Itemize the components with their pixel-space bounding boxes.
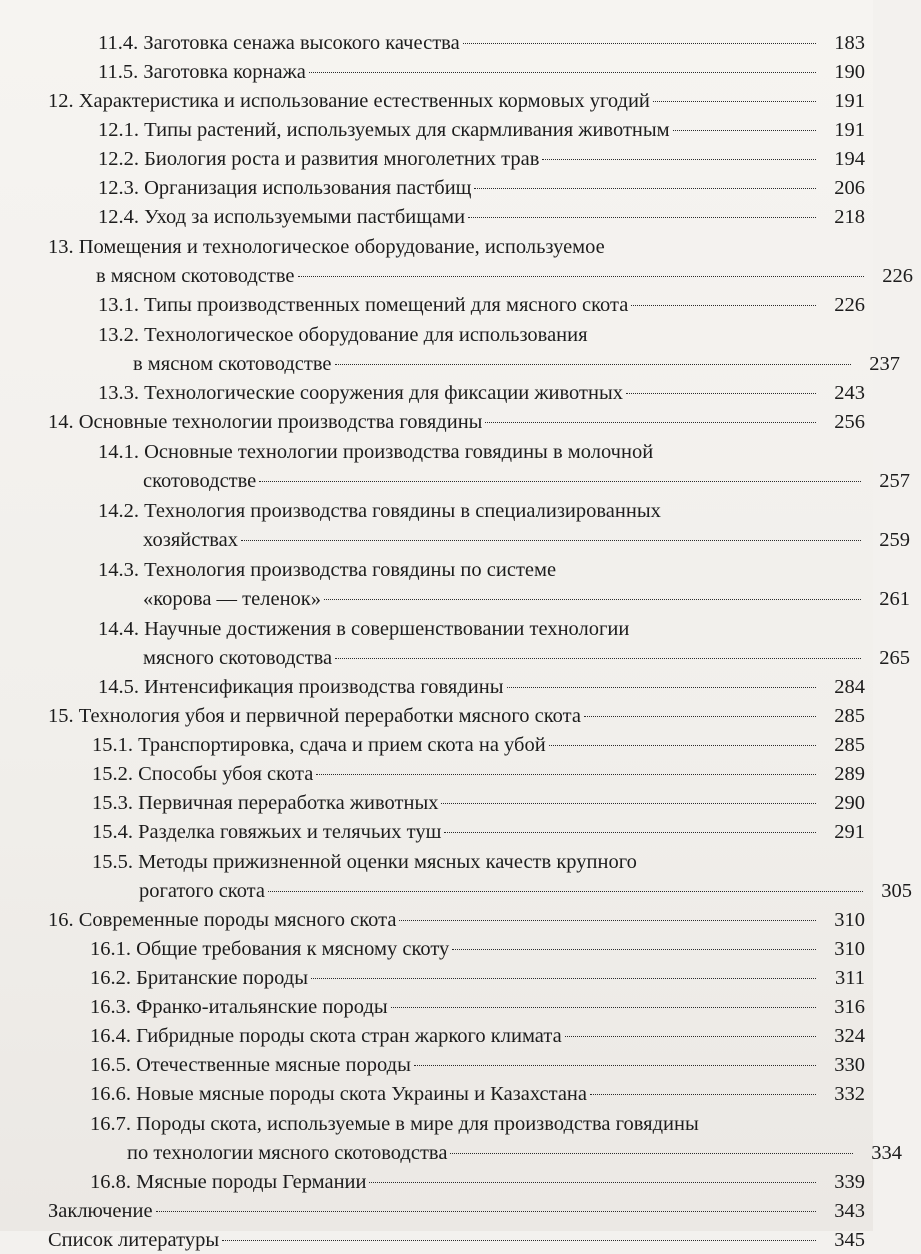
toc-entry-title: 12.1. Типы растений, используемых для скармливания животным [98, 116, 670, 145]
toc-entry-title: скотоводстве [143, 467, 256, 496]
toc-entry-title: 11.5. Заготовка корнажа [98, 58, 306, 87]
toc-entry-title: 16.5. Отечественные мясные породы [90, 1051, 411, 1080]
toc-page-number: 311 [819, 964, 873, 993]
toc-entry-title: 16. Современные породы мясного скота [48, 906, 396, 935]
dot-leader [584, 716, 816, 717]
dot-leader [485, 422, 816, 423]
dot-leader [590, 1094, 816, 1095]
dot-leader [259, 481, 861, 482]
toc-entry-title: 13.3. Технологические сооружения для фиксации животных [98, 379, 623, 408]
dot-leader [653, 101, 816, 102]
dot-leader [463, 43, 816, 44]
toc-entry[interactable] [0, 438, 873, 495]
dot-leader [507, 687, 817, 688]
toc-entry-title-line: 13.2. Технологическое оборудование для использования [98, 321, 873, 350]
toc-entry[interactable] [0, 233, 873, 290]
dot-leader [452, 949, 816, 950]
toc-entry-title: по технологии мясного скотоводства [127, 1139, 447, 1168]
toc-entry[interactable] [0, 408, 873, 437]
dot-leader [414, 1065, 816, 1066]
toc-page-number: 332 [819, 1080, 873, 1109]
toc-page-number: 284 [819, 673, 873, 702]
toc-page-number: 226 [819, 291, 873, 320]
toc-page-number: 305 [866, 877, 920, 906]
toc-entry-title: 11.4. Заготовка сенажа высокого качества [98, 29, 460, 58]
toc-entry[interactable] [0, 789, 873, 818]
toc-entry-title: 15.3. Первичная переработка животных [92, 789, 438, 818]
dot-leader [316, 774, 816, 775]
dot-leader [241, 540, 861, 541]
toc-page-number: 339 [819, 1168, 873, 1197]
dot-leader [311, 978, 816, 979]
toc-page-number: 256 [819, 408, 873, 437]
dot-leader [268, 891, 863, 892]
toc-page-number: 330 [819, 1051, 873, 1080]
toc-entry[interactable] [0, 116, 873, 145]
toc-entry-title: 12.2. Биология роста и развития многолетних трав [98, 145, 539, 174]
toc-entry-title: 14.5. Интенсификация производства говядины [98, 673, 504, 702]
toc-entry-title: 15. Технология убоя и первичной переработки мясного скота [48, 702, 581, 731]
dot-leader [673, 130, 816, 131]
toc-page-number: 190 [819, 58, 873, 87]
toc-entry-title: 16.3. Франко-итальянские породы [90, 993, 388, 1022]
toc-entry-title: хозяйствах [143, 526, 238, 555]
toc-entry-title-line: 16.7. Породы скота, используемые в мире для производства говядины [90, 1110, 873, 1139]
dot-leader [298, 276, 864, 277]
toc-entry[interactable] [0, 1197, 873, 1226]
toc-page-number: 243 [819, 379, 873, 408]
toc-entry-title: 15.1. Транспортировка, сдача и прием скота на убой [92, 731, 546, 760]
toc-entry[interactable] [0, 1051, 873, 1080]
toc-entry[interactable] [0, 174, 873, 203]
toc-entry[interactable] [0, 1022, 873, 1051]
toc-entry-title: мясного скотоводства [143, 644, 332, 673]
toc-entry-title-line: 14.4. Научные достижения в совершенствовании технологии [98, 615, 873, 644]
toc-page-number: 259 [864, 526, 918, 555]
dot-leader [474, 188, 816, 189]
dot-leader [222, 1240, 816, 1241]
dot-leader [626, 393, 816, 394]
toc-entry[interactable] [0, 1110, 873, 1167]
toc-entry-title: 13.1. Типы производственных помещений для мясного скота [98, 291, 628, 320]
toc-page-number: 194 [819, 145, 873, 174]
toc-page-number: 218 [819, 203, 873, 232]
toc-entry-title: 16.1. Общие требования к мясному скоту [90, 935, 449, 964]
toc-entry-title: 16.6. Новые мясные породы скота Украины и Казахстана [90, 1080, 587, 1109]
toc-page-number: 334 [856, 1139, 910, 1168]
toc-entry-title: 15.2. Способы убоя скота [92, 760, 313, 789]
toc-entry-title-line: 14.2. Технология производства говядины в специализированных [98, 497, 873, 526]
toc-entry[interactable] [0, 702, 873, 731]
toc-entry-title: 12.4. Уход за используемыми пастбищами [98, 203, 465, 232]
toc-entry[interactable] [0, 731, 873, 760]
toc-page-number: 285 [819, 702, 873, 731]
toc-entry-title-line: 15.5. Методы прижизненной оценки мясных качеств крупного [92, 848, 873, 877]
toc-entry[interactable] [0, 760, 873, 789]
dot-leader [324, 599, 861, 600]
toc-entry[interactable] [0, 818, 873, 847]
toc-page-number: 191 [819, 116, 873, 145]
toc-page-number: 343 [819, 1197, 873, 1226]
toc-entry-title: «корова — теленок» [143, 585, 321, 614]
dot-leader [309, 72, 816, 73]
toc-page-number: 265 [864, 644, 918, 673]
dot-leader [335, 658, 861, 659]
toc-page-number: 206 [819, 174, 873, 203]
toc-entry[interactable] [0, 497, 873, 554]
toc-page-number: 324 [819, 1022, 873, 1051]
dot-leader [441, 803, 816, 804]
toc-page-number: 285 [819, 731, 873, 760]
toc-entry[interactable] [0, 145, 873, 174]
dot-leader [549, 745, 816, 746]
toc-entry-title: 12.3. Организация использования пастбищ [98, 174, 471, 203]
dot-leader [399, 920, 816, 921]
toc-page-number: 310 [819, 906, 873, 935]
toc-entry-title: 16.8. Мясные породы Германии [90, 1168, 366, 1197]
toc-entry-title: 16.2. Британские породы [90, 964, 308, 993]
toc-entry-title-line: 14.3. Технология производства говядины по системе [98, 556, 873, 585]
dot-leader [444, 832, 816, 833]
toc-page-number: 191 [819, 87, 873, 116]
toc-entry[interactable] [0, 673, 873, 702]
toc-entry-title: Список литературы [48, 1226, 219, 1254]
toc-entry-title-line: 13. Помещения и технологическое оборудование, используемое [48, 233, 873, 262]
toc-entry-title-line: 14.1. Основные технологии производства говядины в молочной [98, 438, 873, 467]
toc-entry[interactable] [0, 291, 873, 320]
toc-entry[interactable] [0, 321, 873, 378]
toc-entry[interactable] [0, 615, 873, 672]
dot-leader [542, 159, 816, 160]
dot-leader [631, 305, 816, 306]
toc-entry-title: 16.4. Гибридные породы скота стран жаркого климата [90, 1022, 562, 1051]
toc-page-number: 226 [867, 262, 921, 291]
table-of-contents [0, 28, 873, 1254]
toc-page-number: 290 [819, 789, 873, 818]
toc-page-number: 257 [864, 467, 918, 496]
toc-page-number: 289 [819, 760, 873, 789]
toc-page-number: 237 [854, 350, 908, 379]
dot-leader [468, 217, 816, 218]
toc-entry-title: 14. Основные технологии производства говядины [48, 408, 482, 437]
toc-entry[interactable] [0, 964, 873, 993]
toc-entry[interactable] [0, 848, 873, 905]
toc-entry-title: рогатого скота [139, 877, 265, 906]
toc-entry[interactable] [0, 935, 873, 964]
toc-page-number: 183 [819, 29, 873, 58]
dot-leader [565, 1036, 816, 1037]
toc-entry-title: 12. Характеристика и использование естественных кормовых угодий [48, 87, 650, 116]
toc-page-number: 261 [864, 585, 918, 614]
toc-page-number: 316 [819, 993, 873, 1022]
toc-entry-title: 15.4. Разделка говяжьих и телячьих туш [92, 818, 441, 847]
dot-leader [369, 1182, 816, 1183]
toc-entry[interactable] [0, 993, 873, 1022]
dot-leader [335, 364, 851, 365]
toc-page-number: 291 [819, 818, 873, 847]
toc-entry-title: в мясном скотоводстве [96, 262, 295, 291]
toc-entry[interactable] [0, 379, 873, 408]
toc-entry[interactable] [0, 1226, 873, 1254]
dot-leader [391, 1007, 816, 1008]
toc-entry[interactable] [0, 906, 873, 935]
toc-entry[interactable] [0, 1080, 873, 1109]
toc-entry[interactable] [0, 87, 873, 116]
toc-page-number: 345 [819, 1226, 873, 1254]
dot-leader [156, 1211, 816, 1212]
toc-entry[interactable] [0, 58, 873, 87]
toc-entry[interactable] [0, 203, 873, 232]
toc-entry[interactable] [0, 556, 873, 613]
toc-entry[interactable] [0, 1168, 873, 1197]
toc-entry-title: Заключение [48, 1197, 153, 1226]
dot-leader [450, 1153, 853, 1154]
toc-entry-title: в мясном скотоводстве [133, 350, 332, 379]
toc-page-number: 310 [819, 935, 873, 964]
toc-entry[interactable] [0, 29, 873, 58]
